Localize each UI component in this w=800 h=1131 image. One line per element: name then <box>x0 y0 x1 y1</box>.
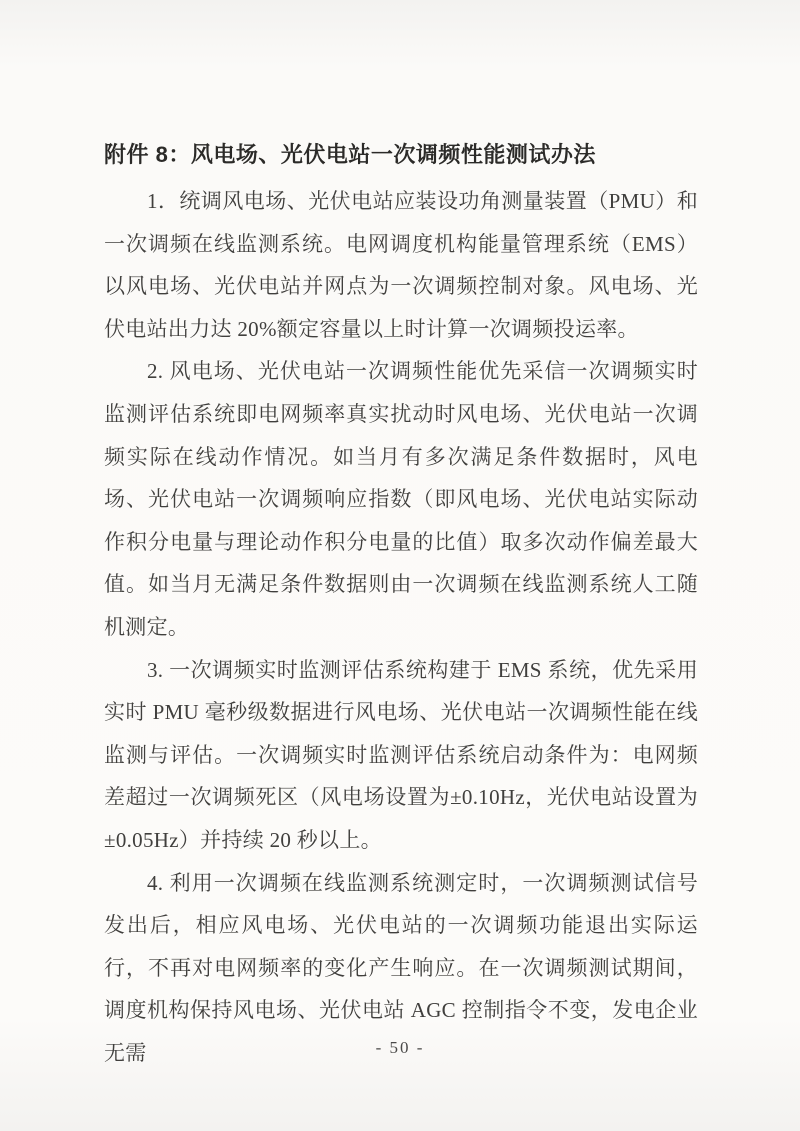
paragraph-2: 2. 风电场、光伏电站一次调频性能优先采信一次调频实时监测评估系统即电网频率真实扰动时风电场、光伏电站一次调频实际在线动作情况。如当月有多次满足条件数据时，风电场、光伏电站一次调频响应指数（即风电场、光伏电站实际动作积分电量与理论动作积分电量的比值）取多次动作偏差最大值。如当月无满足条件数据则由一次调频在线监测系统人工随机测定。 <box>104 359 698 639</box>
paragraph-4: 4. 利用一次调频在线监测系统测定时，一次调频测试信号发出后，相应风电场、光伏电站的一次调频功能退出实际运行，不再对电网频率的变化产生响应。在一次调频测试期间，调度机构保持风电场、光伏电站 AGC 控制指令不变，发电企业无需 <box>104 870 698 1065</box>
paragraph-1: 1．统调风电场、光伏电站应装设功角测量装置（PMU）和一次调频在线监测系统。电网调度机构能量管理系统（EMS）以风电场、光伏电站并网点为一次调频控制对象。风电场、光伏电站出力达 20%额定容量以上时计算一次调频投运率。 <box>104 189 698 341</box>
paragraph-3: 3. 一次调频实时监测评估系统构建于 EMS 系统，优先采用实时 PMU 毫秒级数据进行风电场、光伏电站一次调频性能在线监测与评估。一次调频实时监测评估系统启动条件为：电网频差超过一次调频死区（风电场设置为±0.10Hz，光伏电站设置为±0.05Hz）并持续 20 秒以上。 <box>104 657 698 852</box>
page-number: - 50 - <box>375 1038 425 1057</box>
document-title: 附件 8：风电场、光伏电站一次调频性能测试办法 <box>104 142 596 167</box>
document-content <box>104 138 698 1074</box>
